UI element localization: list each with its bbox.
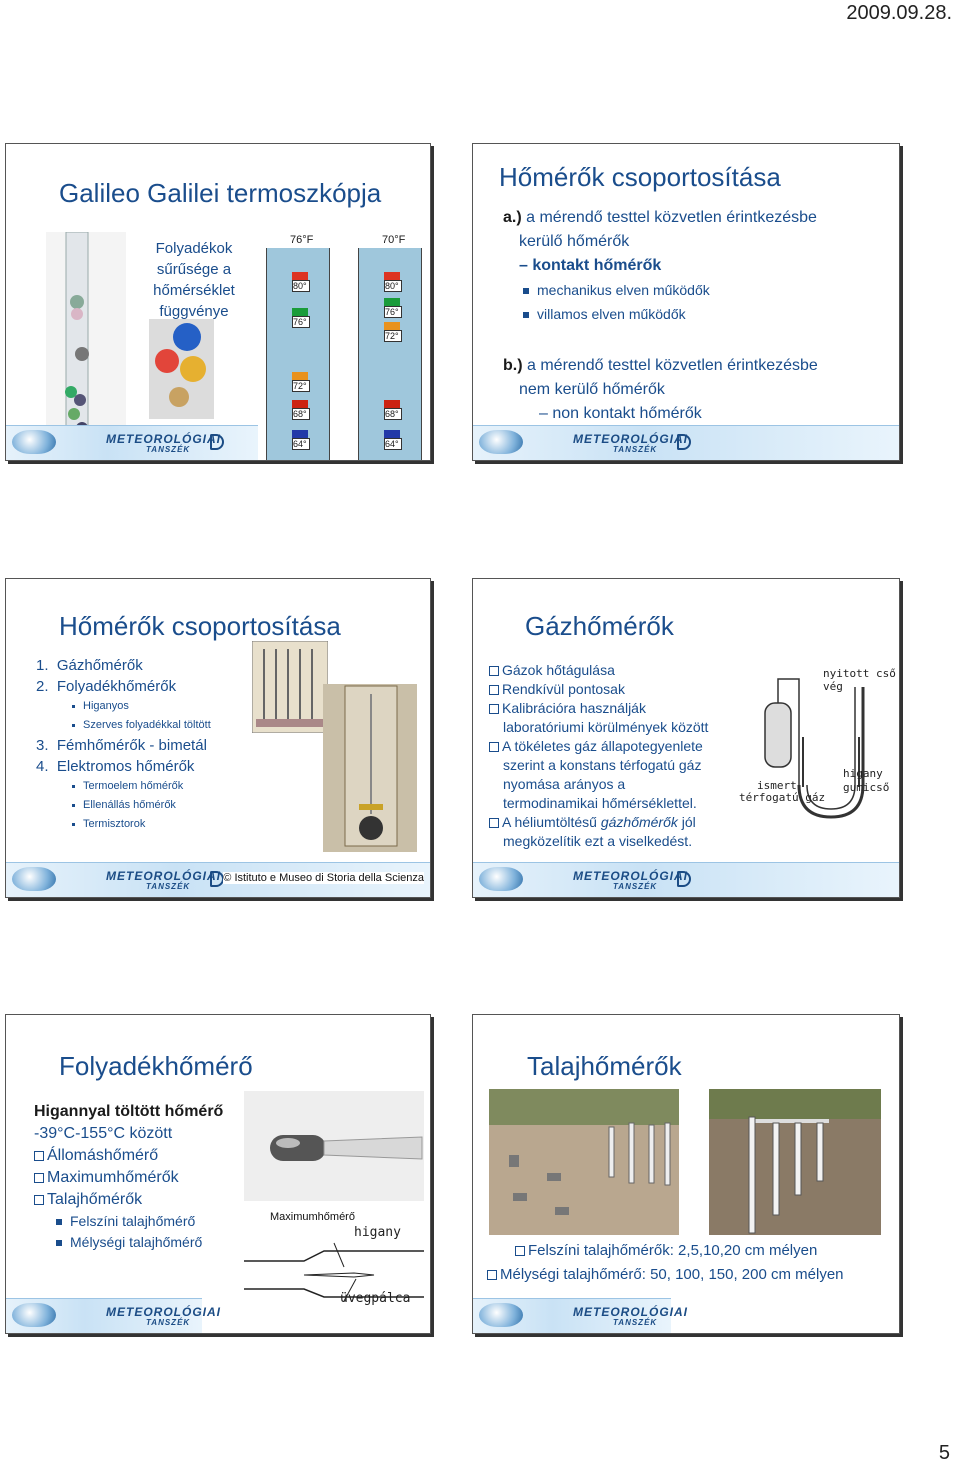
list-text: A tökéletes gáz állapotegyenlete: [502, 738, 703, 754]
column2-temp-label: 70°F: [382, 234, 406, 246]
item-a-sub: – kontakt hőmérők: [519, 257, 662, 274]
list-item: [36, 655, 211, 676]
logo-text: METEOROLÓGIAI: [573, 432, 688, 446]
float-value: 72°: [292, 380, 310, 392]
slide-title: Folyadékhőmérő: [59, 1051, 253, 1081]
logo-subtext: TANSZÉK: [613, 882, 658, 891]
diagram-label: ismert: [757, 779, 797, 792]
logo-subtext: TANSZÉK: [613, 445, 658, 454]
bullet-icon: [72, 705, 75, 708]
globe-logo-icon: [479, 1303, 523, 1327]
checkbox-bullet-icon: [34, 1195, 44, 1205]
diagram-label: térfogatú gáz: [739, 791, 826, 804]
float-value: 76°: [292, 316, 310, 328]
slide-classification-a: [472, 143, 900, 461]
sketch-label: üvegpálca: [340, 1291, 411, 1306]
gas-thermometer-list: [489, 661, 759, 851]
list-item: [489, 699, 759, 718]
slide-footer: [6, 862, 430, 897]
slide-classification-list: [5, 578, 431, 898]
column1-temp-label: 76°F: [290, 234, 314, 246]
list-item: [487, 1263, 844, 1287]
item-b: [503, 354, 818, 426]
thermometer-rack-photo: [252, 641, 328, 733]
checkbox-bullet-icon: [489, 666, 499, 676]
float-value: 68°: [292, 408, 310, 420]
sub-label: Felszíni talajhőmérő: [70, 1213, 196, 1229]
globe-logo-icon: [12, 430, 56, 454]
checkbox-bullet-icon: [489, 685, 499, 695]
item-a-text: a mérendő testtel közvetlen érintkezésbe: [526, 209, 817, 226]
list-item: [489, 680, 759, 699]
list-text: Kalibrációra használják: [502, 700, 646, 716]
list-item: [34, 1145, 223, 1167]
slide-footer: [6, 425, 258, 460]
bullet-text: villamos elven működők: [537, 306, 686, 322]
diagram-label: nyitott cső vég: [823, 667, 896, 693]
list-text: jól: [677, 814, 696, 830]
float-value: 68°: [384, 408, 402, 420]
slide-galileo: [5, 143, 431, 461]
list-item: [489, 661, 759, 680]
range: -39°C-155°C között: [34, 1125, 173, 1142]
slide-title: Hőmérők csoportosítása: [59, 611, 341, 641]
bullet-icon: [523, 312, 529, 318]
item-b-prefix: b.): [503, 357, 523, 374]
globe-logo-icon: [12, 1303, 56, 1327]
float-value: 64°: [384, 438, 402, 450]
heading: Higannyal töltött hőmérő: [34, 1103, 224, 1120]
slide-footer: [6, 1298, 221, 1333]
caption-line: Folyadékok: [155, 240, 233, 257]
list-item: [36, 756, 211, 777]
item-b-sub: – non kontakt hőmérők: [539, 405, 702, 422]
list-text: A héliumtöltésű: [502, 814, 601, 830]
slide-title: Gázhőmérők: [525, 611, 674, 641]
department-logo-icon: [210, 434, 224, 450]
float-value: 80°: [292, 280, 310, 292]
slide-liquid-thermometer: [5, 1014, 431, 1334]
list-item-cont: megközelítik ezt a viselkedést.: [503, 833, 693, 849]
list-num: 2.: [36, 678, 49, 695]
item-b-line: [503, 354, 818, 378]
sub-label: Termoelem hőmérők: [83, 780, 184, 792]
list-item-cont: szerint a konstans térfogatú gáz: [503, 757, 702, 773]
item-b-line: nem kerülő hőmérők: [519, 381, 665, 398]
logo-text: METEOROLÓGIAI: [106, 1305, 221, 1319]
logo-text: METEOROLÓGIAI: [573, 869, 688, 883]
list-item: [34, 1189, 223, 1211]
list-label: Fémhőmérők - bimetál: [56, 737, 207, 754]
bullet-icon: [72, 785, 75, 788]
caption-line: függvénye: [159, 303, 229, 320]
checkbox-bullet-icon: [489, 742, 499, 752]
sketch-label: higany: [354, 1225, 401, 1240]
galileo-column-2: [358, 248, 422, 461]
logo-subtext: TANSZÉK: [146, 445, 191, 454]
galileo-column-1: [266, 248, 330, 461]
department-logo-icon: [677, 871, 691, 887]
globe-logo-icon: [479, 430, 523, 454]
sub-list-item: [36, 796, 211, 815]
diagram-label: higany: [843, 767, 883, 780]
slide-title: Galileo Galilei termoszkópja: [59, 178, 382, 208]
bullet-text: mechanikus elven működők: [537, 282, 710, 298]
logo-subtext: TANSZÉK: [613, 1318, 658, 1327]
list-item: [489, 737, 759, 756]
sub-label: Szerves folyadékkal töltött: [83, 719, 211, 731]
surface-soil-thermometers-photo: [489, 1089, 679, 1235]
list-item: [487, 1239, 844, 1263]
slide-footer: [473, 862, 899, 897]
gas-thermometer-diagram: [735, 667, 897, 837]
checkbox-bullet-icon: [489, 704, 499, 714]
sub-list-item: [36, 815, 211, 834]
item-a: [503, 206, 817, 326]
list-text: Talajhőmérők: [47, 1191, 143, 1208]
float-value: 80°: [384, 280, 402, 292]
galileo-caption: [134, 238, 254, 322]
photo-caption: Maximumhőmérő: [270, 1211, 355, 1223]
list-label: Gázhőmérők: [56, 657, 143, 674]
galileo-closeup-photo: [149, 319, 214, 419]
bullet-icon: [72, 823, 75, 826]
logo-subtext: TANSZÉK: [146, 882, 191, 891]
slide-soil-thermometers: [472, 1014, 900, 1334]
float-value: 72°: [384, 330, 402, 342]
sub-label: Higanyos: [83, 700, 129, 712]
slide-gas-thermometers: [472, 578, 900, 898]
department-logo-icon: [210, 871, 224, 887]
galileo-thermometer-photo: [46, 232, 126, 457]
list-num: 3.: [36, 737, 49, 754]
list-item-cont: laboratóriumi körülmények között: [503, 719, 709, 735]
logo-subtext: TANSZÉK: [146, 1318, 191, 1327]
maximum-thermometer-sketch: [244, 1223, 424, 1307]
checkbox-bullet-icon: [515, 1246, 525, 1256]
soil-thermometer-depths: [487, 1239, 844, 1287]
checkbox-bullet-icon: [489, 818, 499, 828]
logo-text: METEOROLÓGIAI: [106, 869, 221, 883]
list-text: Maximumhőmérők: [47, 1169, 179, 1186]
slide-title: Hőmérők csoportosítása: [499, 162, 781, 192]
list-item-cont: termodinamikai hőmérséklettel.: [503, 795, 697, 811]
list-label: Elektromos hőmérők: [56, 758, 195, 775]
liquid-thermometer-text: [34, 1101, 223, 1253]
item-a-bullet: [503, 278, 817, 302]
sub-list-item: [36, 716, 211, 735]
list-item: [36, 676, 211, 697]
diagram-label: gumicső: [843, 781, 890, 794]
sub-label: Termisztorok: [83, 818, 146, 830]
checkbox-bullet-icon: [34, 1173, 44, 1183]
sub-label: Mélységi talajhőmérő: [70, 1234, 203, 1250]
globe-logo-icon: [12, 867, 56, 891]
list-num: 4.: [36, 758, 49, 775]
checkbox-bullet-icon: [487, 1270, 497, 1280]
slide-footer: [473, 1298, 688, 1333]
bullet-icon: [56, 1219, 62, 1225]
globe-logo-icon: [479, 867, 523, 891]
list-text: Felszíni talajhőmérők: 2,5,10,20 cm mélyen: [528, 1242, 818, 1259]
bullet-icon: [72, 804, 75, 807]
header-date: 2009.09.28.: [846, 2, 952, 24]
list-label: Folyadékhőmérők: [56, 678, 177, 695]
list-item: [34, 1167, 223, 1189]
item-b-text: a mérendő testtel közvetlen érintkezésbe: [527, 357, 818, 374]
logo-text: METEOROLÓGIAI: [573, 1305, 688, 1319]
page-number: 5: [938, 1442, 950, 1464]
list-num: 1.: [36, 657, 49, 674]
image-credit: © Istituto e Museo di Storia della Scienza: [223, 872, 424, 884]
list-text: Rendkívül pontosak: [502, 681, 625, 697]
caption-line: sűrűsége a: [156, 261, 232, 278]
list-item: [489, 813, 759, 832]
sub-list-item: [36, 697, 211, 716]
sub-list-item: [34, 1232, 223, 1253]
caption-line: hőmérséklet: [153, 282, 235, 299]
item-a-bullet: [503, 302, 817, 326]
depth-soil-thermometers-photo: [709, 1089, 881, 1235]
bullet-icon: [56, 1240, 62, 1246]
list-text: Állomáshőmérő: [47, 1147, 159, 1164]
float-value: 76°: [384, 306, 402, 318]
item-a-line: kerülő hőmérők: [519, 233, 630, 250]
list-text: Mélységi talajhőmérő: 50, 100, 150, 200 cm mélyen: [500, 1266, 844, 1283]
logo-text: METEOROLÓGIAI: [106, 432, 221, 446]
bullet-icon: [523, 288, 529, 294]
list-item: [36, 735, 211, 756]
sub-list-item: [36, 777, 211, 796]
list-item-cont: nyomása arányos a: [503, 776, 626, 792]
list-text: Gázok hőtágulása: [502, 662, 615, 678]
bimetal-thermometer-photo: [323, 684, 417, 852]
item-a-prefix: a.): [503, 209, 522, 226]
list-italic: gázhőmérők: [600, 814, 678, 830]
bullet-icon: [72, 724, 75, 727]
item-a-line: [503, 206, 817, 230]
slide-title: Talajhőmérők: [527, 1051, 682, 1081]
mercury-bulb-photo: [244, 1091, 424, 1201]
float-value: 64°: [292, 438, 310, 450]
checkbox-bullet-icon: [34, 1151, 44, 1161]
sub-label: Ellenállás hőmérők: [83, 799, 176, 811]
sub-list-item: [34, 1211, 223, 1232]
slide-footer: [473, 425, 899, 460]
department-logo-icon: [677, 434, 691, 450]
thermometer-types-list: [36, 655, 211, 834]
